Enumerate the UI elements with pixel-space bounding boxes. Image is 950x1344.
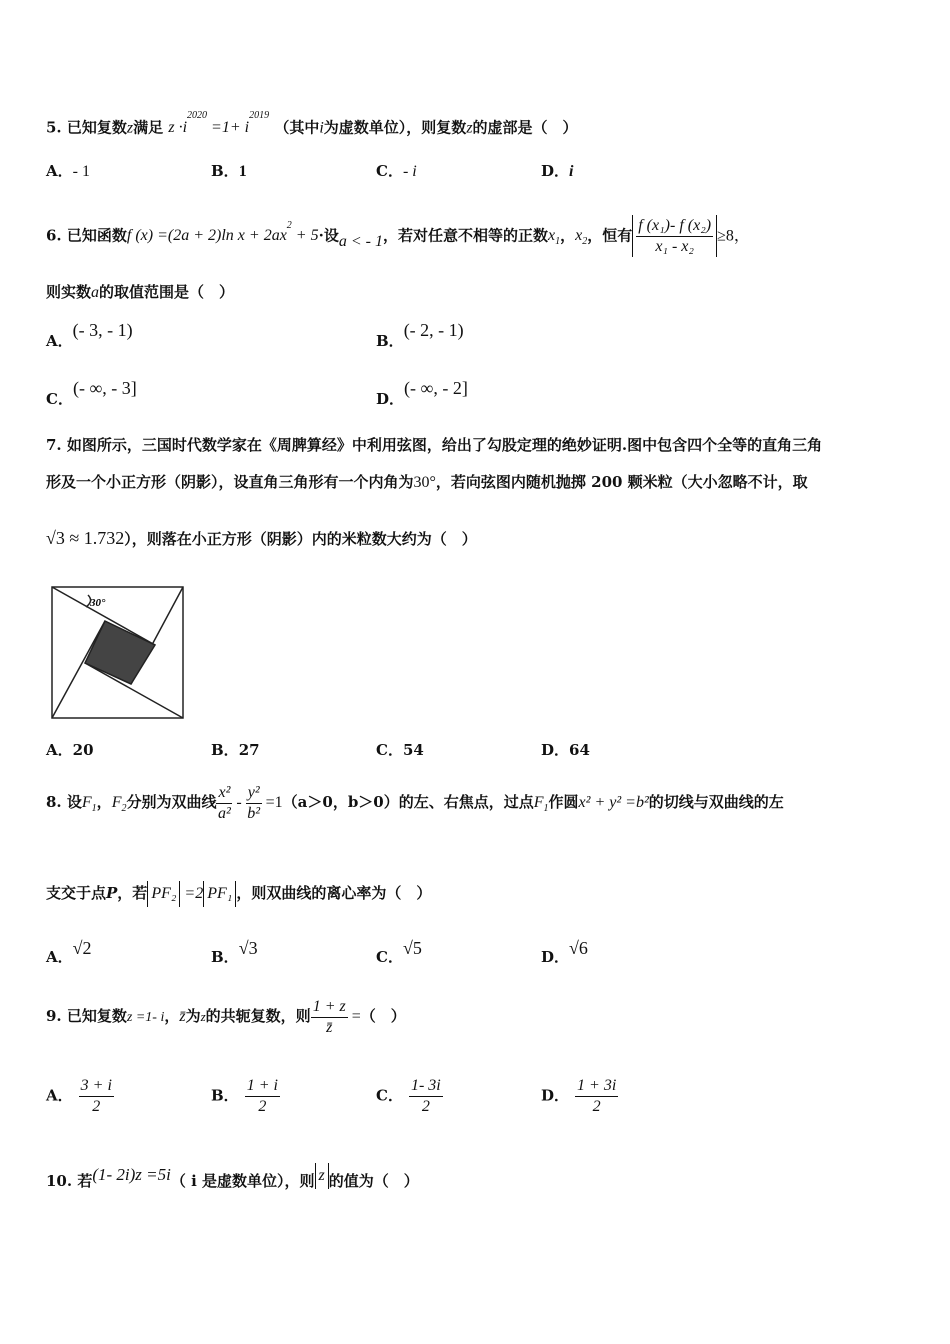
q8-stem-line1: 8. 设$F_1$，$F_2$分别为双曲线 $\frac{\text{x²}}{\text{a²}}$ - $\frac{\text{y²}}{\text{b²}}$ =1（a＞0，b＞0）的左、右焦点，过点$F_1$作圆x² + y² =b²的切线与双曲线的左	[46, 783, 784, 822]
q6-option-a[interactable]: A．(- 3, - 1)	[46, 320, 133, 350]
angle-label: 30°	[90, 597, 106, 609]
q6-function: f (x) =(2a + 2)ln $x + 2ax^2 + 5$	[126, 220, 319, 245]
q5-option-d[interactable]: D．i	[541, 162, 574, 180]
q5-option-c[interactable]: C．- i	[376, 162, 417, 180]
q6-option-d[interactable]: D．(- ∞, - 2]	[376, 378, 468, 408]
q7-stem-line3: √3 ≈ 1.732），则落在小正方形（阴影）内的米粒数大约为（ ）	[46, 528, 477, 548]
q9-option-b[interactable]: B． $\frac{1 + i}{2}$	[211, 1077, 278, 1115]
q8-option-c[interactable]: C．√5	[376, 938, 422, 966]
q9-fraction: $\frac{1 + z}{z̄}$	[312, 997, 346, 1036]
q7-option-b[interactable]: B．27	[211, 741, 260, 759]
q5-option-a[interactable]: A．- 1	[46, 162, 90, 180]
q7-option-d[interactable]: D．64	[541, 741, 590, 759]
q8-option-a[interactable]: A．√2	[46, 938, 92, 966]
q5-formula: $z \cdot i^{2020} =1+ i^{2019}$	[168, 110, 270, 137]
q7-stem-line1: 7. 如图所示，三国时代数学家在《周脾算经》中利用弦图，给出了勾股定理的绝妙证明.图中包含四个全等的直角三角	[46, 436, 823, 454]
q9-option-d[interactable]: D． $\frac{1 + 3i}{2}$	[541, 1077, 617, 1115]
q7-stem-line2: 形及一个小正方形（阴影），设直角三角形有一个内角为30°，若向弦图内随机抛掷 200 颗米粒（大小忽略不计，取	[46, 473, 808, 491]
q6-stem: 6. 已知函数f (x) =(2a + 2)ln $x + 2ax^2 + 5\cdot$设a < - 1，若对任意不相等的正数$x_1$，$x_2$，恒有 $\frac{\text{f (x₁)- f (x₂)}}{\text{x₁ - x₂}}$ ≥8，	[46, 216, 750, 255]
q8-stem-line2: 支交于点P，若 PF₂ =2 PF₁ ，则双曲线的离心率为（ ）	[46, 880, 431, 907]
q6-stem-line2: 则实数a的取值范围是（ ）	[46, 283, 235, 301]
q10-stem: 10. 若(1- 2i)z =5i（ i 是虚数单位），则 z 的值为（ ）	[46, 1165, 419, 1190]
q9-option-a[interactable]: A． $\frac{3 + i}{2}$	[46, 1077, 112, 1115]
q8-hyperbola-term2: $\frac{\text{y²}}{\text{b²}}$	[247, 783, 261, 822]
q7-option-c[interactable]: C．54	[376, 741, 424, 759]
q6-option-b[interactable]: B．(- 2, - 1)	[376, 320, 464, 350]
q9-stem: 9. 已知复数z =1- i，z̄为z的共轭复数，则 $\frac{1 + z}{z̄}$ =（ ）	[46, 997, 406, 1036]
q6-option-c[interactable]: C．(- ∞, - 3]	[46, 378, 137, 408]
q9-option-c[interactable]: C． $\frac{1- 3i}{2}$	[376, 1077, 441, 1115]
q8-option-b[interactable]: B．√3	[211, 938, 258, 966]
q6-abs-fraction: $\frac{\text{f (x₁)- f (x₂)}}{\text{x₁ - x₂}}$	[632, 215, 717, 257]
q8-option-d[interactable]: D．√6	[541, 938, 588, 966]
q7-option-a[interactable]: A．20	[46, 741, 94, 759]
q8-hyperbola-term1: $\frac{\text{x²}}{\text{a²}}$	[218, 783, 231, 822]
q5-option-b[interactable]: B．1	[211, 162, 247, 180]
q7-figure	[50, 585, 186, 721]
q5-stem: 5. 已知复数z满足 $z \cdot i^{2020} =1+ i^{2019}$ （其中i为虚数单位），则复数z的虚部是（ ）	[46, 110, 578, 137]
